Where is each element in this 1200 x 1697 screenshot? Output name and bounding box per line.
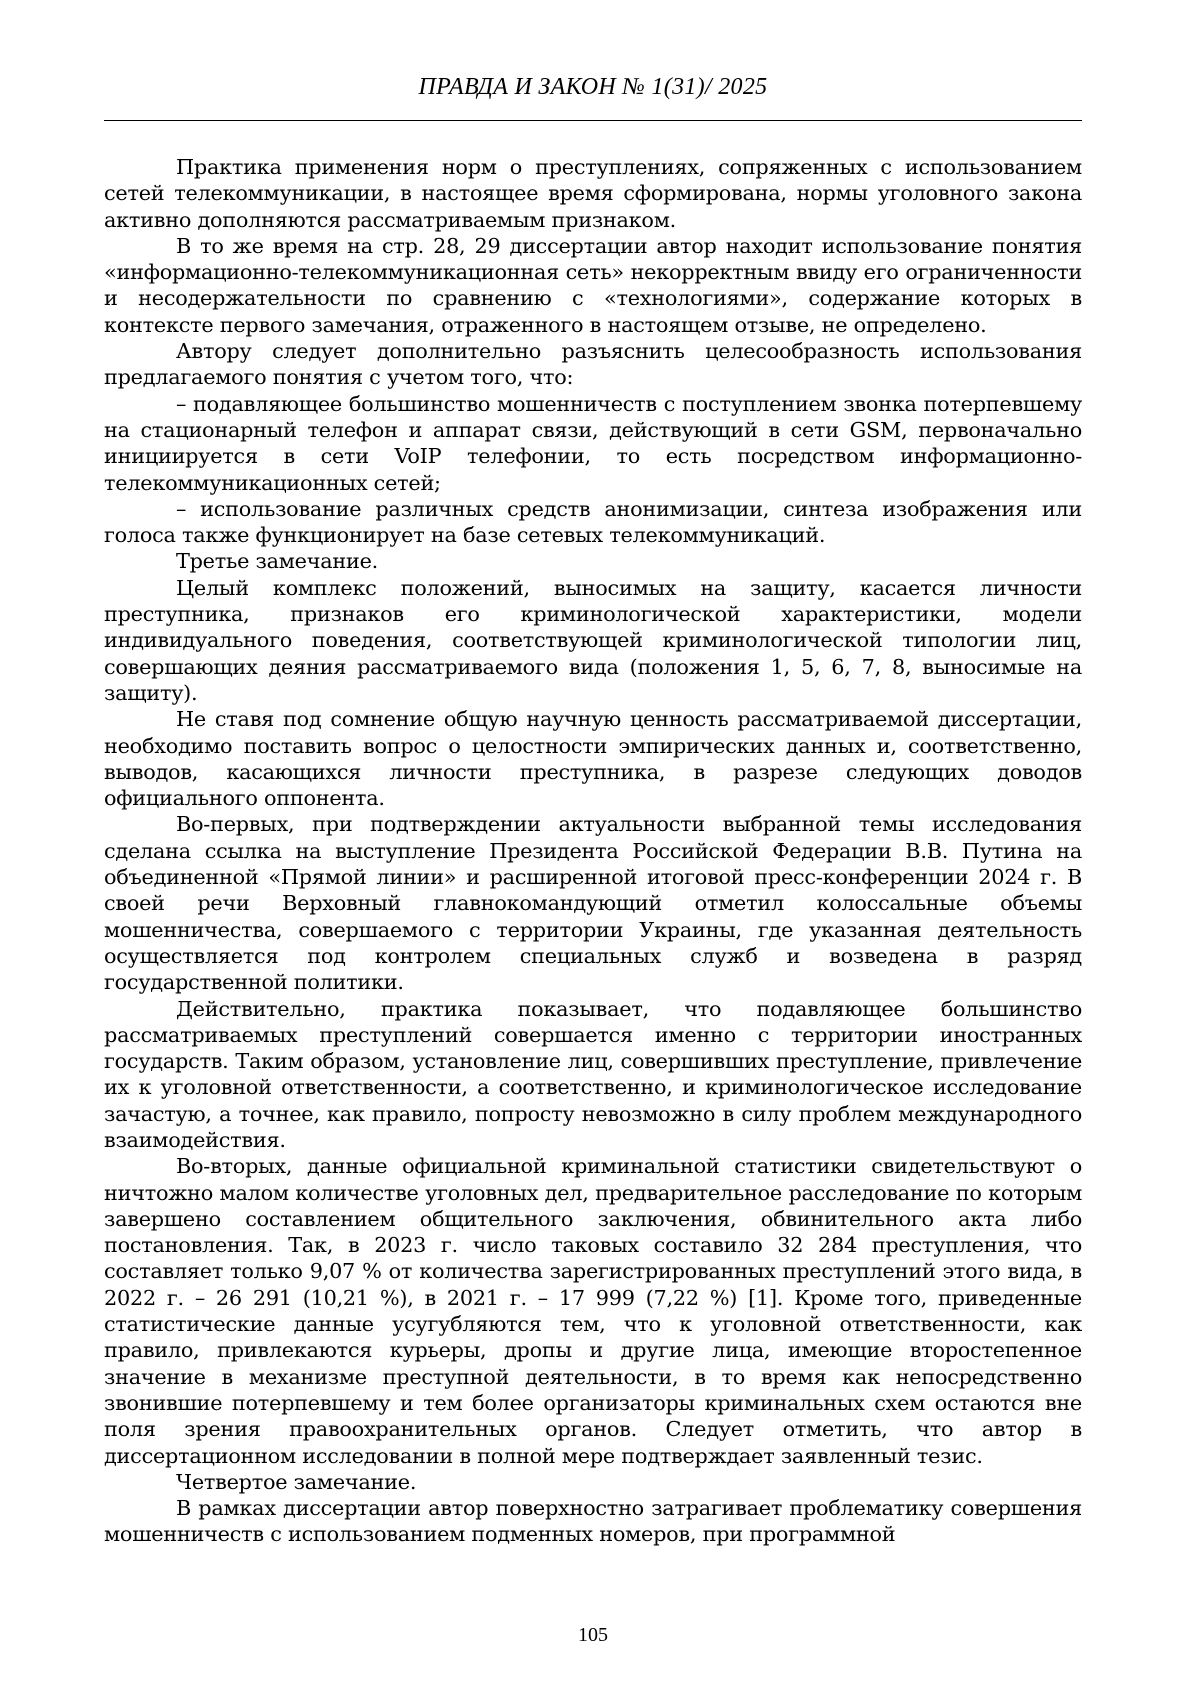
list-item-paragraph: – подавляющее большинство мошенничеств с поступлением звонка потерпевшему на стационарный телефон и аппарат связи, действующий в сети GSM, первоначально инициируется в сети VoIP телефонии, то есть посредством информационно-телекоммуникационных сетей; [104,391,1082,496]
paragraph: Целый комплекс положений, выносимых на защиту, касается личности преступника, признаков его криминологической характеристики, модели индивидуального поведения, соответствующей криминологической типологии лиц, совершающих деяния рассматриваемого вида (положения 1, 5, 6, 7, 8, выносимые на защиту). [104,575,1082,706]
article-body [104,154,1082,1548]
list-item-paragraph: – использование различных средств анонимизации, синтеза изображения или голоса также функционирует на базе сетевых телекоммуникаций. [104,496,1082,549]
document-page [0,0,1200,1697]
paragraph: Во-вторых, данные официальной криминальной статистики свидетельствуют о ничтожно малом количестве уголовных дел, предварительное расследование по которым завершено составлением общительного заключения, обвинительного акта либо постановления. Так, в 2023 г. число таковых составило 32 284 преступления, что составляет только 9,07 % от количества зарегистрированных преступлений этого вида, в 2022 г. – 26 291 (10,21 %), в 2021 г. – 17 999 (7,22 %) [1]. Кроме того, приведенные статистические данные усугубляются тем, что к уголовной ответственности, как правило, привлекаются курьеры, дропы и другие лица, имеющие второстепенное значение в механизме преступной деятельности, в то время как непосредственно звонившие потерпевшему и тем более организаторы криминальных схем остаются вне поля зрения правоохранительных органов. Следует отметить, что автор в диссертационном исследовании в полной мере подтверждает заявленный тезис. [104,1153,1082,1469]
paragraph: В то же время на стр. 28, 29 диссертации автор находит использование понятия «информационно-телекоммуникационная сеть» некорректным ввиду его ограниченности и несодержательности по сравнению с «технологиями», содержание которых в контексте первого замечания, отраженного в настоящем отзыве, не определено. [104,233,1082,338]
page-number: 105 [104,1623,1082,1647]
section-remark-heading: Четвертое замечание. [104,1469,1082,1495]
paragraph: В рамках диссертации автор поверхностно затрагивает проблематику совершения мошенничеств с использованием подменных номеров, при программной [104,1495,1082,1548]
paragraph: Действительно, практика показывает, что подавляющее большинство рассматриваемых преступлений совершается именно с территории иностранных государств. Таким образом, установление лиц, совершивших преступление, привлечение их к уголовной ответственности, а соответственно, и криминологическое исследование зачастую, а точнее, как правило, попросту невозможно в силу проблем международного взаимодействия. [104,996,1082,1154]
paragraph: Автору следует дополнительно разъяснить целесообразность использования предлагаемого понятия с учетом того, что: [104,338,1082,391]
paragraph: Не ставя под сомнение общую научную ценность рассматриваемой диссертации, необходимо поставить вопрос о целостности эмпирических данных и, соответственно, выводов, касающихся личности преступника, в разрезе следующих доводов официального оппонента. [104,706,1082,811]
paragraph: Во-первых, при подтверждении актуальности выбранной темы исследования сделана ссылка на выступление Президента Российской Федерации В.В. Путина на объединенной «Прямой линии» и расширенной итоговой пресс-конференции 2024 г. В своей речи Верховный главнокомандующий отметил колоссальные объемы мошенничества, совершаемого с территории Украины, где указанная деятельность осуществляется под контролем специальных служб и возведена в разряд государственной политики. [104,811,1082,995]
header-divider [104,120,1082,121]
section-remark-heading: Третье замечание. [104,548,1082,574]
paragraph: Практика применения норм о преступлениях, сопряженных с использованием сетей телекоммуникации, в настоящее время сформирована, нормы уголовного закона активно дополняются рассматриваемым признаком. [104,154,1082,233]
journal-running-header: ПРАВДА И ЗАКОН № 1(31)/ 2025 [104,72,1082,102]
